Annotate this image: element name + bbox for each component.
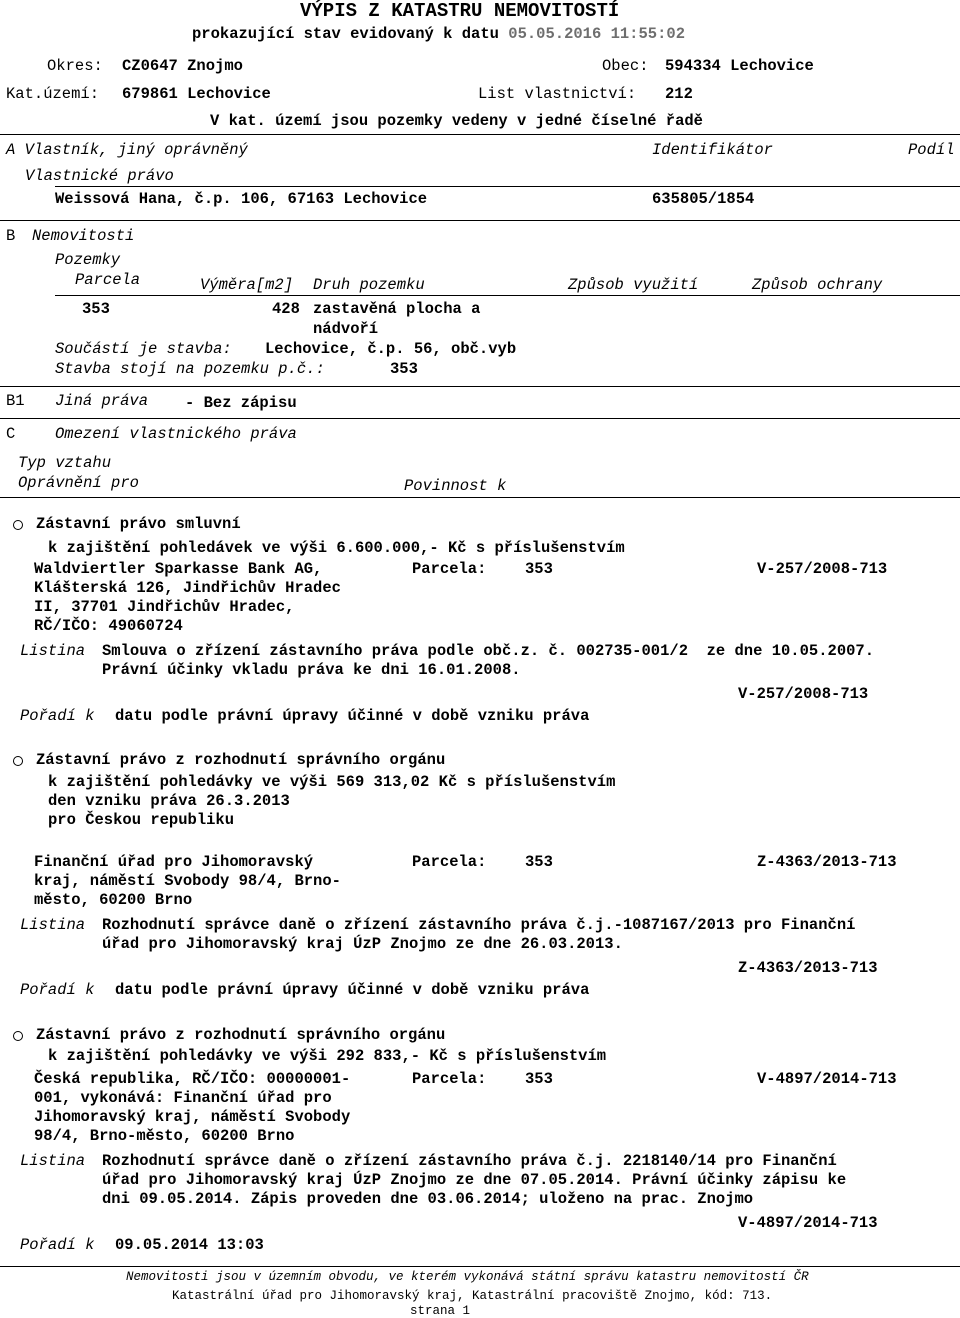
entry-detail: k zajištění pohledávek ve výši 6.600.000,- Kč s příslušenstvím xyxy=(48,539,625,557)
poradi-label: Pořadí k xyxy=(20,1236,95,1254)
poradi-value: datu podle právní úpravy účinné v době vzniku práva xyxy=(115,981,590,999)
poradi-label: Pořadí k xyxy=(20,981,95,999)
povinnost-k-label: Povinnost k xyxy=(404,477,507,495)
creditor-line: Klášterská 126, Jindřichův Hradec xyxy=(34,579,341,597)
parcela-value: 353 xyxy=(525,853,553,871)
soucasti-label: Součástí je stavba: xyxy=(55,340,232,358)
entry-detail: pro Českou republiku xyxy=(48,811,235,829)
listina-line: Rozhodnutí správce daně o zřízení zástavního práva č.j. 2218140/14 pro Finanční xyxy=(102,1152,837,1170)
reference-number: Z-4363/2013-713 xyxy=(738,959,878,977)
divider xyxy=(0,1266,960,1267)
col-identifikator: Identifikátor xyxy=(652,141,773,159)
section-c-heading: Omezení vlastnického práva xyxy=(55,425,297,443)
parcela-value: 353 xyxy=(525,560,553,578)
poradi-value: datu podle právní úpravy účinné v době vzniku práva xyxy=(115,707,590,725)
list-value: 212 xyxy=(665,85,693,103)
page-number: strana 1 xyxy=(410,1304,471,1318)
listina-label: Listina xyxy=(20,1152,86,1170)
document-title: VÝPIS Z KATASTRU NEMOVITOSTÍ xyxy=(300,0,620,22)
creditor-line: kraj, náměstí Svobody 98/4, Brno- xyxy=(34,872,341,890)
pozemky-label: Pozemky xyxy=(55,251,121,269)
col-vymera: Výměra[m2] xyxy=(200,276,294,294)
stavba-label: Stavba stojí na pozemku p.č.: xyxy=(55,360,325,378)
section-b1-letter: B1 xyxy=(6,392,25,410)
listina-line: dni 09.05.2014. Zápis proveden dne 03.06.2014; uloženo na prac. Znojmo xyxy=(102,1190,754,1208)
divider xyxy=(0,220,960,221)
creditor-line: Finanční úřad pro Jihomoravský xyxy=(34,853,314,871)
opravneni-pro-label: Oprávnění pro xyxy=(18,474,139,492)
listina-label: Listina xyxy=(20,916,86,934)
bullet-icon xyxy=(13,520,23,530)
okres-value: CZ0647 Znojmo xyxy=(122,57,243,75)
divider xyxy=(0,134,960,135)
subtitle xyxy=(192,25,685,44)
col-ochrana: Způsob ochrany xyxy=(752,276,883,294)
vlastnicke-pravo: Vlastnické právo xyxy=(25,167,174,185)
list-label: List vlastnictví: xyxy=(478,85,637,103)
vymera-value: 428 xyxy=(272,300,300,318)
okres-label: Okres: xyxy=(47,57,103,75)
poradi-label: Pořadí k xyxy=(20,707,95,725)
entry-detail: k zajištění pohledávky ve výši 292 833,- Kč s příslušenstvím xyxy=(48,1047,607,1065)
obec-value: 594334 Lechovice xyxy=(665,57,814,75)
stavba-value: 353 xyxy=(390,360,418,378)
katuzemi-note: V kat. území jsou pozemky vedeny v jedné číselné řadě xyxy=(210,112,703,130)
listina-line: úřad pro Jihomoravský kraj ÚzP Znojmo ze dne 26.03.2013. xyxy=(102,935,623,953)
reference-number: V-257/2008-713 xyxy=(757,560,888,578)
creditor-line: Jihomoravský kraj, náměstí Svobody xyxy=(34,1108,351,1126)
section-b-letter: B xyxy=(6,227,16,245)
druh-value-line1: zastavěná plocha a xyxy=(313,300,481,318)
soucasti-value: Lechovice, č.p. 56, obč.vyb xyxy=(265,340,517,358)
listina-line: úřad pro Jihomoravský kraj ÚzP Znojmo ze dne 07.05.2014. Právní účinky zápisu ke xyxy=(102,1171,847,1189)
divider xyxy=(55,295,960,296)
creditor-line: Česká republika, RČ/IČO: 00000001- xyxy=(34,1070,351,1088)
owner-name: Weissová Hana, č.p. 106, 67163 Lechovice xyxy=(55,190,428,208)
bullet-icon xyxy=(13,756,23,766)
druh-value-line2: nádvoří xyxy=(313,320,379,338)
divider xyxy=(0,497,960,498)
jina-prava-value: - Bez zápisu xyxy=(185,394,297,412)
creditor-line: RČ/IČO: 49060724 xyxy=(34,617,183,635)
section-a-heading: A Vlastník, jiný oprávněný xyxy=(6,141,248,159)
col-vyuziti: Způsob využití xyxy=(568,276,699,294)
footer-line1: Nemovitosti jsou v územním obvodu, ve kterém vykonává státní správu katastru nemovitostí ČR xyxy=(126,1270,809,1284)
section-b-heading: Nemovitosti xyxy=(32,227,135,245)
jina-prava-label: Jiná práva xyxy=(55,392,149,410)
entry-title: Zástavní právo z rozhodnutí správního orgánu xyxy=(36,751,446,769)
bullet-icon xyxy=(13,1031,23,1041)
divider xyxy=(0,418,960,419)
katuzemi-label: Kat.území: xyxy=(6,85,100,103)
divider xyxy=(55,186,960,187)
poradi-value: 09.05.2014 13:03 xyxy=(115,1236,264,1254)
subtitle-prefix: prokazující stav evidovaný k datu xyxy=(192,25,499,43)
listina-line: Rozhodnutí správce daně o zřízení zástavního práva č.j.-1087167/2013 pro Finanční xyxy=(102,916,856,934)
creditor-line: 98/4, Brno-město, 60200 Brno xyxy=(34,1127,295,1145)
entry-title: Zástavní právo z rozhodnutí správního orgánu xyxy=(36,1026,446,1044)
section-c-letter: C xyxy=(6,425,16,443)
typ-vztahu-label: Typ vztahu xyxy=(18,454,112,472)
listina-line: Právní účinky vkladu práva ke dni 16.01.2008. xyxy=(102,661,521,679)
creditor-line: město, 60200 Brno xyxy=(34,891,193,909)
listina-line: Smlouva o zřízení zástavního práva podle obč.z. č. 002735-001/2 ze dne 10.05.2007. xyxy=(102,642,875,660)
katuzemi-value: 679861 Lechovice xyxy=(122,85,271,103)
parcela-value: 353 xyxy=(82,300,110,318)
reference-number: V-257/2008-713 xyxy=(738,685,869,703)
footer-line2: Katastrální úřad pro Jihomoravský kraj, Katastrální pracoviště Znojmo, kód: 713. xyxy=(172,1289,773,1303)
col-parcela: Parcela xyxy=(75,271,141,289)
creditor-line: Waldviertler Sparkasse Bank AG, xyxy=(34,560,323,578)
parcela-label: Parcela: xyxy=(412,1070,487,1088)
col-podil: Podíl xyxy=(908,141,955,159)
owner-id: 635805/1854 xyxy=(652,190,755,208)
entry-detail: k zajištění pohledávky ve výši 569 313,02 Kč s příslušenstvím xyxy=(48,773,616,791)
reference-number: V-4897/2014-713 xyxy=(738,1214,878,1232)
obec-label: Obec: xyxy=(602,57,649,75)
reference-number: V-4897/2014-713 xyxy=(757,1070,897,1088)
listina-label: Listina xyxy=(20,642,86,660)
subtitle-date: 05.05.2016 11:55:02 xyxy=(508,25,685,43)
divider xyxy=(0,386,960,387)
creditor-line: II, 37701 Jindřichův Hradec, xyxy=(34,598,295,616)
parcela-label: Parcela: xyxy=(412,560,487,578)
col-druh: Druh pozemku xyxy=(313,276,425,294)
parcela-value: 353 xyxy=(525,1070,553,1088)
parcela-label: Parcela: xyxy=(412,853,487,871)
entry-detail: den vzniku práva 26.3.2013 xyxy=(48,792,290,810)
reference-number: Z-4363/2013-713 xyxy=(757,853,897,871)
entry-title: Zástavní právo smluvní xyxy=(36,515,241,533)
creditor-line: 001, vykonává: Finanční úřad pro xyxy=(34,1089,332,1107)
